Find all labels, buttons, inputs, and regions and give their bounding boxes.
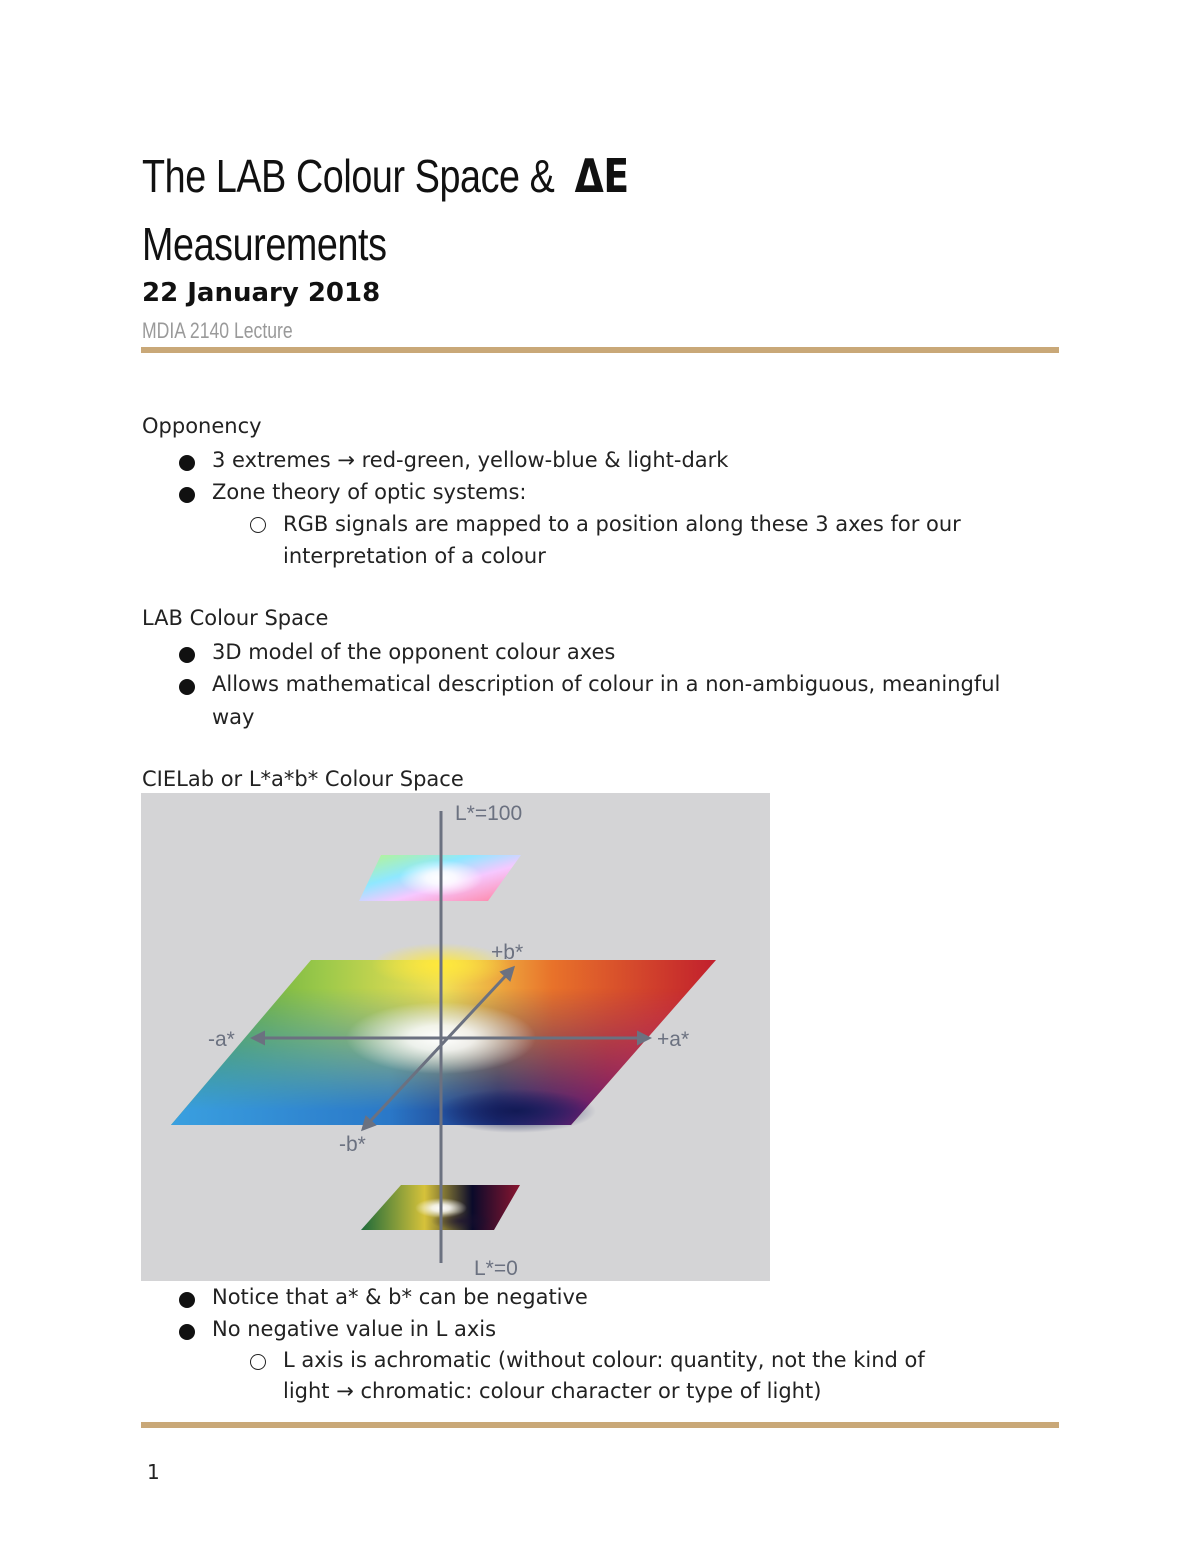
sub-bullet-circle: [250, 517, 266, 533]
bullet-dot: [179, 679, 195, 695]
label-l-100: L*=100: [455, 802, 523, 825]
cielab-heading: CIELab or L*a*b* Colour Space: [142, 767, 464, 791]
bullet-dot: [179, 647, 195, 663]
course-subtitle: MDIA 2140 Lecture: [142, 318, 293, 343]
opponency-sub-bullet-line1: RGB signals are mapped to a position along these 3 axes for our: [283, 512, 961, 536]
lab-bullet-1: 3D model of the opponent colour axes: [212, 640, 616, 664]
lab-heading: LAB Colour Space: [142, 606, 329, 630]
label-plus-a: +a*: [657, 1028, 690, 1051]
label-minus-a: -a*: [208, 1028, 235, 1051]
opponency-heading: Opponency: [142, 414, 262, 438]
bullet-dot: [179, 455, 195, 471]
opponency-sub-bullet-line2: interpretation of a colour: [283, 544, 546, 568]
sub-bullet-circle: [250, 1354, 266, 1370]
cielab-bullet-2: No negative value in L axis: [212, 1317, 497, 1341]
cielab-sub-bullet-line2: light → chromatic: colour character or type of light): [283, 1379, 822, 1403]
title-line1: The LAB Colour Space &: [142, 150, 555, 202]
title-line2: Measurements: [142, 218, 387, 270]
label-l-0: L*=0: [474, 1257, 518, 1280]
label-minus-b: -b*: [339, 1133, 366, 1156]
lab-bullet-2-line1: Allows mathematical description of colour in a non-ambiguous, meaningful: [212, 672, 1001, 696]
label-plus-b: +b*: [491, 941, 524, 964]
page-number: 1: [147, 1460, 160, 1484]
bullet-dot: [179, 1324, 195, 1340]
lecture-date: 22 January 2018: [142, 278, 381, 308]
cielab-sub-bullet-line1: L axis is achromatic (without colour: quantity, not the kind of: [283, 1348, 925, 1372]
page-title: [142, 142, 880, 278]
title-delta: ΔE: [574, 149, 629, 203]
footer-divider: [141, 1422, 1059, 1428]
cielab-bullet-1: Notice that a* & b* can be negative: [212, 1285, 588, 1309]
header-divider: [141, 347, 1059, 353]
lab-bullet-2-line2: way: [212, 705, 255, 729]
main-plane-navy-glow: [436, 1089, 596, 1133]
cielab-diagram: [141, 793, 770, 1281]
bullet-dot: [179, 487, 195, 503]
opponency-bullet-1: 3 extremes → red-green, yellow-blue & light-dark: [212, 448, 729, 472]
opponency-bullet-2: Zone theory of optic systems:: [212, 480, 527, 504]
bullet-dot: [179, 1292, 195, 1308]
